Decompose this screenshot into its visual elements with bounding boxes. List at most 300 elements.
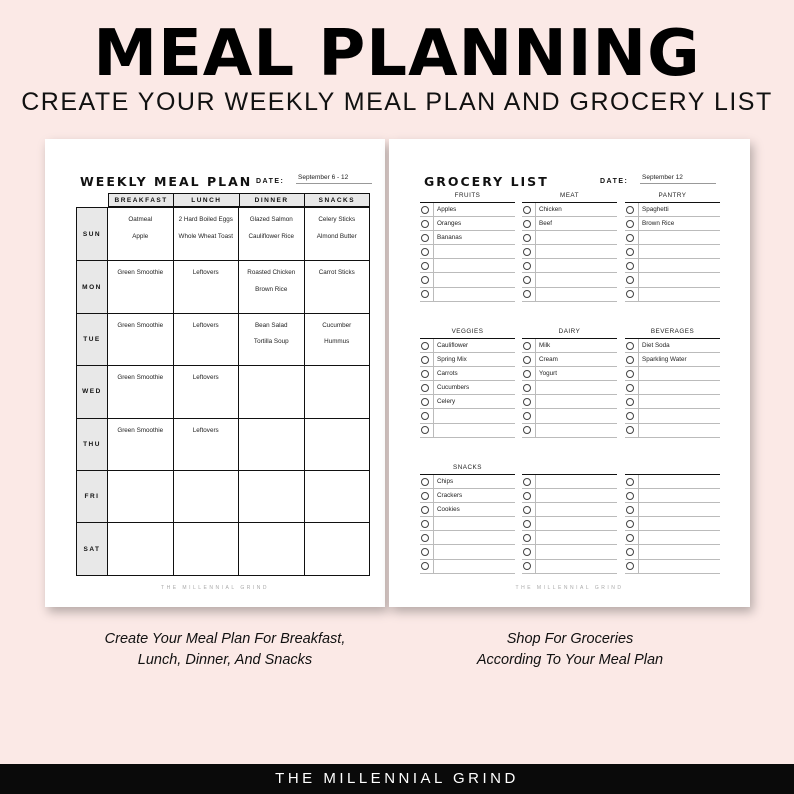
checkbox-circle-icon[interactable] (421, 562, 429, 570)
row-divider (638, 203, 639, 216)
meal-cell[interactable] (108, 314, 174, 365)
checkbox-circle-icon[interactable] (523, 342, 531, 350)
checkbox-circle-icon[interactable] (626, 412, 634, 420)
grocery-item-row (625, 259, 720, 273)
grocery-item-row (522, 288, 617, 302)
grocery-item-row (420, 231, 515, 245)
grocery-item-text[interactable]: Chicken (539, 206, 562, 214)
grocery-item-row (420, 395, 515, 409)
checkbox-circle-icon[interactable] (421, 506, 429, 514)
meal-cell[interactable] (108, 419, 174, 470)
grocery-item-row (420, 367, 515, 381)
row-divider (433, 503, 434, 516)
checkbox-circle-icon[interactable] (421, 262, 429, 270)
grocery-item-text[interactable]: Crackers (437, 492, 463, 500)
meal-cell[interactable] (239, 523, 305, 574)
meal-cell[interactable] (239, 261, 305, 312)
grocery-item-row (420, 339, 515, 353)
grocery-item-text[interactable]: Spaghetti (642, 206, 669, 214)
grocery-item-row (625, 288, 720, 302)
checkbox-circle-icon[interactable] (523, 220, 531, 228)
meal-entry: Celery Sticks (318, 216, 356, 223)
page-title: MEAL PLANNING (93, 17, 701, 91)
grocery-item-row (625, 231, 720, 245)
checkbox-circle-icon[interactable] (523, 398, 531, 406)
grocery-item-text[interactable]: Milk (539, 342, 551, 350)
grocery-item-row (420, 475, 515, 489)
grocery-item-row (420, 489, 515, 503)
row-divider (638, 231, 639, 244)
checkbox-circle-icon[interactable] (523, 520, 531, 528)
row-divider (638, 339, 639, 352)
meal-cell[interactable] (108, 208, 174, 260)
caption-meal-plan (45, 629, 405, 671)
grocery-item-row (420, 288, 515, 302)
checkbox-circle-icon[interactable] (626, 206, 634, 214)
row-divider (433, 273, 434, 286)
grocery-item-row (625, 245, 720, 259)
row-divider (535, 353, 536, 366)
grocery-item-text[interactable]: Brown Rice (642, 220, 675, 228)
row-divider (638, 259, 639, 272)
checkbox-circle-icon[interactable] (421, 220, 429, 228)
caption-line: Lunch, Dinner, And Snacks (137, 652, 313, 668)
meal-plan-sheet (45, 139, 385, 607)
row-divider (433, 475, 434, 488)
meal-cell[interactable] (174, 523, 240, 574)
checkbox-circle-icon[interactable] (523, 276, 531, 284)
grocery-item-row (625, 409, 720, 423)
checkbox-circle-icon[interactable] (421, 492, 429, 500)
row-divider (535, 560, 536, 573)
page-subtitle: CREATE YOUR WEEKLY MEAL PLAN AND GROCERY LIST (21, 88, 773, 116)
row-divider (535, 231, 536, 244)
checkbox-circle-icon[interactable] (421, 548, 429, 556)
grocery-item-row (420, 273, 515, 287)
checkbox-circle-icon[interactable] (523, 290, 531, 298)
checkbox-circle-icon[interactable] (523, 562, 531, 570)
grocery-item-row (625, 560, 720, 574)
meal-entry: Leftovers (192, 426, 219, 434)
meal-entry: Almond Butter (316, 232, 357, 240)
meal-entry: Oatmeal (128, 216, 153, 223)
grocery-item-row (522, 409, 617, 423)
grocery-item-text[interactable]: Sparkling Water (642, 356, 687, 364)
grocery-category-veggies (420, 327, 515, 438)
meal-cell[interactable] (174, 366, 240, 417)
grocery-category-blank (522, 463, 617, 574)
meal-plan-title: WEEKLY MEAL PLAN (80, 174, 253, 189)
row-divider (535, 489, 536, 502)
grocery-category-heading: BEVERAGES (625, 327, 720, 339)
meal-plan-date-value[interactable]: September 6 - 12 (296, 174, 372, 184)
day-label: THU (77, 419, 108, 470)
grocery-item-row (420, 503, 515, 517)
grocery-item-text[interactable]: Yogurt (539, 370, 557, 378)
meal-entry: Apple (132, 232, 149, 240)
meal-cell[interactable] (239, 314, 305, 365)
grocery-item-row (625, 475, 720, 489)
row-divider (433, 203, 434, 216)
grocery-item-row (522, 545, 617, 559)
grocery-item-row (420, 560, 515, 574)
grocery-item-row (420, 217, 515, 231)
meal-row-sat (77, 522, 369, 574)
row-divider (535, 545, 536, 558)
meal-entry: Roasted Chicken (247, 269, 296, 277)
grocery-category-blank (625, 463, 720, 574)
caption-line: Shop For Groceries (506, 631, 634, 647)
row-divider (638, 503, 639, 516)
grocery-item-row (420, 381, 515, 395)
checkbox-circle-icon[interactable] (421, 426, 429, 434)
meal-cell[interactable] (305, 208, 370, 260)
row-divider (638, 381, 639, 394)
caption-grocery (390, 629, 750, 671)
checkbox-circle-icon[interactable] (421, 342, 429, 350)
grocery-item-row (522, 424, 617, 438)
meal-cell[interactable] (174, 471, 240, 522)
checkbox-circle-icon[interactable] (626, 262, 634, 270)
grocery-item-row (625, 367, 720, 381)
row-divider (638, 288, 639, 301)
grocery-item-text[interactable]: Cucumbers (437, 384, 470, 392)
grocery-item-row (522, 531, 617, 545)
checkbox-circle-icon[interactable] (523, 548, 531, 556)
meal-column-header: SNACKS (305, 193, 370, 207)
meal-row-thu (77, 418, 369, 470)
row-divider (433, 517, 434, 530)
meal-entry: Bean Salad (254, 321, 288, 329)
grocery-item-row (625, 273, 720, 287)
grocery-category-heading: FRUITS (420, 191, 515, 203)
meal-cell[interactable] (305, 261, 370, 312)
grocery-item-row (522, 367, 617, 381)
grocery-item-row (420, 245, 515, 259)
meal-entry: Cauliflower Rice (248, 232, 294, 240)
checkbox-circle-icon[interactable] (523, 492, 531, 500)
checkbox-circle-icon[interactable] (626, 220, 634, 228)
grocery-item-text[interactable]: Cream (539, 356, 558, 364)
grocery-item-text[interactable]: Cauliflower (437, 342, 469, 350)
checkbox-circle-icon[interactable] (421, 520, 429, 528)
row-divider (433, 560, 434, 573)
row-divider (433, 353, 434, 366)
row-divider (535, 395, 536, 408)
checkbox-circle-icon[interactable] (626, 276, 634, 284)
grocery-category-heading: MEAT (522, 191, 617, 203)
row-divider (638, 531, 639, 544)
meal-entry: Carrot Sticks (318, 269, 355, 277)
meal-row-fri (77, 470, 369, 522)
row-divider (433, 259, 434, 272)
grocery-item-row (420, 409, 515, 423)
grocery-item-row (522, 245, 617, 259)
brand-bar: THE MILLENNIAL GRIND (0, 764, 794, 794)
meal-row-mon (77, 260, 369, 312)
row-divider (433, 231, 434, 244)
grocery-item-row (625, 517, 720, 531)
row-divider (535, 475, 536, 488)
meal-cell[interactable] (108, 366, 174, 417)
row-divider (638, 424, 639, 437)
meal-plan-date-label: DATE: (256, 178, 285, 185)
grocery-date-value[interactable]: September 12 (640, 174, 716, 184)
row-divider (535, 381, 536, 394)
grocery-item-row (420, 259, 515, 273)
checkbox-circle-icon[interactable] (626, 534, 634, 542)
checkbox-circle-icon[interactable] (421, 370, 429, 378)
grocery-category-snacks (420, 463, 515, 574)
row-divider (638, 217, 639, 230)
checkbox-circle-icon[interactable] (626, 506, 634, 514)
grocery-item-text[interactable]: Cookies (437, 506, 460, 514)
row-divider (433, 367, 434, 380)
grocery-item-text[interactable]: Diet Soda (642, 342, 670, 350)
meal-entry: Leftovers (192, 321, 219, 329)
checkbox-circle-icon[interactable] (626, 248, 634, 256)
meal-plan-footer: THE MILLENNIAL GRIND (161, 585, 269, 591)
day-label: SAT (77, 523, 108, 574)
meal-cell[interactable] (174, 314, 240, 365)
checkbox-circle-icon[interactable] (626, 426, 634, 434)
checkbox-circle-icon[interactable] (421, 412, 429, 420)
grocery-item-row (420, 424, 515, 438)
meal-cell[interactable] (108, 523, 174, 574)
meal-entry: Glazed Salmon (249, 216, 293, 223)
checkbox-circle-icon[interactable] (421, 276, 429, 284)
grocery-category-heading (625, 463, 720, 475)
checkbox-circle-icon[interactable] (523, 248, 531, 256)
day-label: SUN (77, 208, 108, 260)
row-divider (638, 367, 639, 380)
row-divider (433, 545, 434, 558)
row-divider (638, 409, 639, 422)
checkbox-circle-icon[interactable] (523, 412, 531, 420)
row-divider (535, 273, 536, 286)
grocery-category-heading: PANTRY (625, 191, 720, 203)
grocery-item-row (625, 503, 720, 517)
meal-cell[interactable] (305, 471, 370, 522)
day-label: FRI (77, 471, 108, 522)
grocery-item-row (522, 503, 617, 517)
grocery-category-meat (522, 191, 617, 302)
grocery-item-row (420, 517, 515, 531)
grocery-item-row (420, 353, 515, 367)
caption-line: Create Your Meal Plan For Breakfast, (104, 631, 346, 647)
checkbox-circle-icon[interactable] (523, 478, 531, 486)
meal-row-sun (77, 208, 369, 260)
row-divider (535, 288, 536, 301)
grocery-list-title: GROCERY LIST (424, 174, 549, 189)
grocery-item-row (522, 273, 617, 287)
grocery-footer: THE MILLENNIAL GRIND (515, 585, 624, 591)
meal-cell[interactable] (305, 314, 370, 365)
meal-cell[interactable] (108, 471, 174, 522)
grocery-item-row (625, 489, 720, 503)
checkbox-circle-icon[interactable] (523, 356, 531, 364)
row-divider (638, 475, 639, 488)
grocery-item-row (522, 217, 617, 231)
meal-column-header: BREAKFAST (108, 193, 174, 207)
row-divider (535, 245, 536, 258)
day-label: MON (77, 261, 108, 312)
checkbox-circle-icon[interactable] (523, 206, 531, 214)
row-divider (638, 273, 639, 286)
grocery-item-row (522, 231, 617, 245)
row-divider (535, 503, 536, 516)
checkbox-circle-icon[interactable] (626, 356, 634, 364)
row-divider (638, 353, 639, 366)
checkbox-circle-icon[interactable] (421, 290, 429, 298)
grocery-item-text[interactable]: Spring Mix (437, 356, 467, 364)
checkbox-circle-icon[interactable] (523, 534, 531, 542)
day-label: TUE (77, 314, 108, 365)
checkbox-circle-icon[interactable] (626, 478, 634, 486)
meal-plan-body (76, 207, 370, 576)
grocery-item-row (625, 545, 720, 559)
checkbox-circle-icon[interactable] (626, 290, 634, 298)
grocery-category-heading: DAIRY (522, 327, 617, 339)
meal-cell[interactable] (305, 366, 370, 417)
grocery-item-row (625, 217, 720, 231)
checkbox-circle-icon[interactable] (421, 398, 429, 406)
checkbox-circle-icon[interactable] (523, 370, 531, 378)
grocery-item-row (625, 424, 720, 438)
grocery-item-row (420, 545, 515, 559)
meal-cell[interactable] (108, 261, 174, 312)
meal-column-header: DINNER (240, 193, 305, 207)
grocery-item-row (625, 395, 720, 409)
grocery-item-row (420, 203, 515, 217)
checkbox-circle-icon[interactable] (626, 562, 634, 570)
meal-entry: Hummus (324, 338, 350, 346)
meal-cell[interactable] (239, 471, 305, 522)
grocery-item-text[interactable]: Carrots (437, 370, 458, 378)
grocery-item-row (625, 339, 720, 353)
meal-entry: Cucumber (322, 321, 352, 329)
caption-line: According To Your Meal Plan (476, 652, 664, 668)
checkbox-circle-icon[interactable] (421, 478, 429, 486)
checkbox-circle-icon[interactable] (626, 370, 634, 378)
checkbox-circle-icon[interactable] (523, 506, 531, 514)
grocery-item-row (625, 353, 720, 367)
meal-cell[interactable] (239, 366, 305, 417)
row-divider (433, 217, 434, 230)
grocery-item-row (522, 381, 617, 395)
grocery-item-row (522, 395, 617, 409)
meal-entry: Green Smoothie (117, 269, 164, 277)
row-divider (638, 395, 639, 408)
meal-entry: Green Smoothie (117, 426, 164, 434)
meal-cell[interactable] (305, 523, 370, 574)
day-label: WED (77, 366, 108, 417)
checkbox-circle-icon[interactable] (626, 520, 634, 528)
grocery-item-text[interactable]: Chips (437, 478, 454, 486)
checkbox-circle-icon[interactable] (421, 206, 429, 214)
meal-plan-column-headers (108, 193, 370, 207)
checkbox-circle-icon[interactable] (626, 342, 634, 350)
meal-cell[interactable] (239, 208, 305, 260)
row-divider (433, 381, 434, 394)
meal-entry: Whole Wheat Toast (178, 232, 233, 240)
row-divider (638, 560, 639, 573)
checkbox-circle-icon[interactable] (626, 398, 634, 406)
checkbox-circle-icon[interactable] (626, 234, 634, 242)
row-divider (535, 203, 536, 216)
row-divider (433, 531, 434, 544)
meal-row-wed (77, 365, 369, 417)
grocery-category-pantry (625, 191, 720, 302)
row-divider (535, 531, 536, 544)
checkbox-circle-icon[interactable] (421, 384, 429, 392)
meal-entry: 2 Hard Boiled Eggs (178, 216, 233, 223)
checkbox-circle-icon[interactable] (626, 384, 634, 392)
grocery-item-row (522, 339, 617, 353)
grocery-item-row (625, 531, 720, 545)
grocery-item-row (420, 531, 515, 545)
checkbox-circle-icon[interactable] (523, 384, 531, 392)
row-divider (433, 288, 434, 301)
row-divider (433, 395, 434, 408)
meal-entry: Green Smoothie (117, 374, 164, 382)
meal-column-header: LUNCH (174, 193, 239, 207)
row-divider (433, 339, 434, 352)
grocery-date-label: DATE: (600, 178, 629, 185)
grocery-item-text[interactable]: Oranges (437, 220, 462, 228)
meal-cell[interactable] (174, 261, 240, 312)
grocery-item-text[interactable]: Beef (539, 220, 552, 228)
grocery-item-text[interactable]: Celery (437, 398, 456, 406)
checkbox-circle-icon[interactable] (626, 548, 634, 556)
checkbox-circle-icon[interactable] (421, 356, 429, 364)
meal-plan-table (76, 193, 370, 576)
grocery-category-heading: VEGGIES (420, 327, 515, 339)
row-divider (535, 424, 536, 437)
meal-cell[interactable] (305, 419, 370, 470)
row-divider (535, 367, 536, 380)
meal-entry: Leftovers (192, 269, 219, 277)
row-divider (638, 545, 639, 558)
meal-cell[interactable] (174, 419, 240, 470)
checkbox-circle-icon[interactable] (421, 534, 429, 542)
meal-cell[interactable] (174, 208, 240, 260)
grocery-item-row (522, 203, 617, 217)
grocery-item-row (522, 560, 617, 574)
checkbox-circle-icon[interactable] (421, 248, 429, 256)
checkbox-circle-icon[interactable] (523, 426, 531, 434)
checkbox-circle-icon[interactable] (523, 262, 531, 270)
grocery-item-text[interactable]: Apples (437, 206, 457, 214)
checkbox-circle-icon[interactable] (421, 234, 429, 242)
checkbox-circle-icon[interactable] (523, 234, 531, 242)
grocery-category-dairy (522, 327, 617, 438)
grocery-item-row (522, 259, 617, 273)
grocery-item-row (522, 353, 617, 367)
meal-entry: Brown Rice (255, 285, 288, 293)
meal-entry: Tortilla Soup (253, 338, 289, 346)
row-divider (535, 517, 536, 530)
grocery-item-text[interactable]: Bananas (437, 234, 462, 242)
row-divider (535, 259, 536, 272)
grocery-item-row (522, 517, 617, 531)
checkbox-circle-icon[interactable] (626, 492, 634, 500)
meal-cell[interactable] (239, 419, 305, 470)
grocery-category-beverages (625, 327, 720, 438)
grocery-list-sheet (389, 139, 750, 607)
meal-entry: Leftovers (192, 374, 219, 382)
row-divider (535, 217, 536, 230)
